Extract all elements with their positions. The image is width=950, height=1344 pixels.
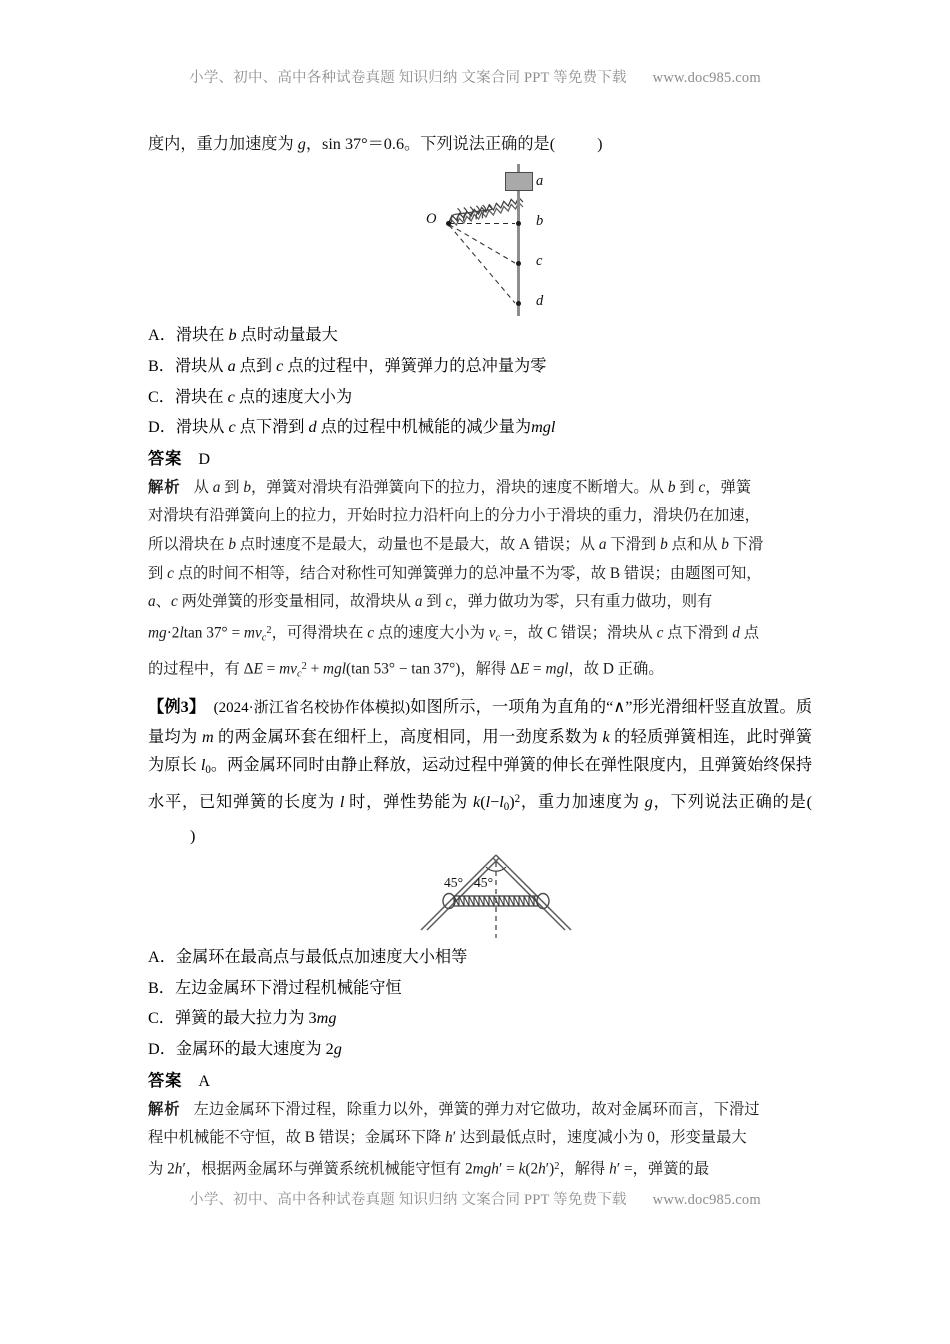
angle-label-right: 45° [474,875,494,891]
option-A: A．滑块在 b 点时动量最大 [148,326,338,345]
example2-stem-tail: 度内，重力加速度为 g，sin 37°＝0.6。下列说法正确的是( ) [148,135,603,153]
option-C: C．弹簧的最大拉力为 3mg [148,1009,337,1028]
label-c: c [536,253,543,270]
solution-line: 对滑块有沿弹簧向上的拉力，开始时拉力沿杆向上的分力小于滑块的重力，滑块仍在加速， [148,507,760,525]
answer-value: A [198,1071,211,1090]
solution-label: 解析 [148,1100,181,1118]
solution-line: 解析 左边金属环下滑过程，除重力以外，弹簧的弹力对它做功，故对金属环而言，下滑过 [148,1100,760,1118]
dashed-radials [449,224,515,304]
example3-source: (2024·浙江省名校协作体模拟) [213,700,411,717]
option-D: D．滑块从 c 点下滑到 d 点的过程中机械能的减少量为mgl [148,418,556,437]
watermark-footer [0,1188,950,1209]
label-b: b [536,213,544,230]
inverted-v-svg [386,850,606,942]
answer-label: 答案 [148,449,183,468]
rod-left [421,855,499,930]
inverted-v-figure [148,850,812,942]
slider-block-a [505,172,533,191]
example2-solution [148,474,812,689]
watermark-url: www.doc985.com [652,70,761,86]
label-O: O [426,211,437,228]
option-B: B．左边金属环下滑过程机械能守恒 [148,978,402,997]
spring-coil [447,195,494,232]
watermark-text: 小学、初中、高中各种试卷真题 知识归纳 文案合同 PPT 等免费下载 [189,1192,627,1208]
solution-line: mg·2ltan $37^\circ = mv_c^2$，可得滑块在 c 点的速度大小为 $v_c$ =，故 C 错误；滑块从 c 点下滑到 d 点 [148,624,760,644]
horizontal-spring [454,896,538,906]
option-A: A．金属环在最高点与最低点加速度大小相等 [148,948,468,967]
solution-line: 解析 从 a 到 b，弹簧对滑块有沿弹簧向下的拉力，滑块的速度不断增大。从 b 到 c，弹簧 [148,478,752,496]
answer-label: 答案 [148,1071,183,1090]
solution-line: 的过程中，有 $\Delta E = mv_c^2 + mgl(\tan$ 53° − tan 37°)，解得 ΔE = mgl，故 D 正确。 [148,660,664,680]
example3-stem: 【例3】 (2024·浙江省名校协作体模拟)如图所示，一项角为直角的“∧”形光滑细杆竖直放置。质量均为 m 的两金属环套在细杆上，高度相同，用一劲度系数为 k 的轻质弹簧相连，此时弹簧为原长 $l_0$。两金属环同时由静止释放，运动过程中弹簧的伸长在弹性限度内，且弹簧始终保持水平，已知弹簧的长度为 l 时，弹性势能为 $k(l-l_0)^2$，重力加速度为 g，下列说法正确的是() [148,698,813,845]
document-content [148,130,812,1184]
label-a: a [536,173,544,190]
example3-answer [148,1067,812,1096]
label-d: d [536,293,544,310]
watermark-header [0,66,950,87]
solution-line: 程中机械能不守恒，故 B 错误；金属环下降 h′ 达到最低点时，速度减小为 0，形变量最大 [148,1129,747,1147]
solution-label: 解析 [148,478,181,496]
option-B: B．滑块从 a 点到 c 点的过程中，弹簧弹力的总冲量为零 [148,357,547,375]
watermark-url: www.doc985.com [652,1192,761,1208]
example3-options [148,942,812,1064]
example2-options [148,320,812,442]
rod-right [493,855,571,930]
angle-label-left: 45° [444,875,464,891]
option-D: D．金属环的最大速度为 2g [148,1039,342,1058]
example3-solution [148,1096,812,1184]
answer-value: D [198,449,211,468]
rod-spring-svg [396,158,586,318]
solution-line: 所以滑块在 b 点时速度不是最大，动量也不是最大，故 A 错误；从 a 下滑到 b 点和从 b 下滑 [148,535,764,553]
solution-line: 为 2h′，根据两金属环与弹簧系统机械能守恒有 $2mgh' = k(2h')^2$，解得 h′ =，弹簧的最 [148,1160,710,1178]
rod-spring-figure [148,158,812,318]
solution-line: 到 c 点的时间不相等，结合对称性可知弹簧弹力的总冲量不为零，故 B 错误；由题图可知， [148,564,762,582]
option-C: C．滑块在 c 点的速度大小为 [148,387,353,406]
watermark-text: 小学、初中、高中各种试卷真题 知识归纳 文案合同 PPT 等免费下载 [189,70,627,86]
example3-tag: 【例3】 [148,698,206,717]
example2-answer [148,445,812,474]
solution-line: a、c 两处弹簧的形变量相同，故滑块从 a 到 c，弹力做功为零，只有重力做功，则有 [148,593,713,611]
